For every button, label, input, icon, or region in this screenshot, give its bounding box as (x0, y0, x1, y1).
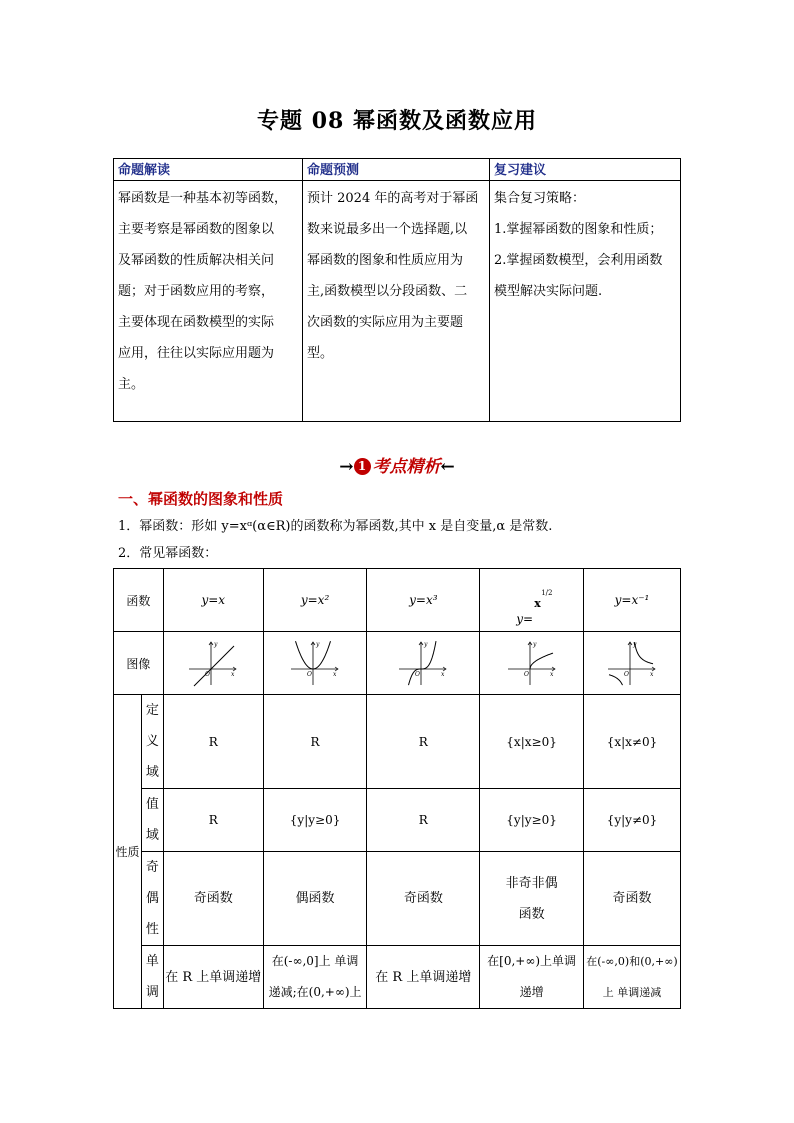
range-value: R (163, 789, 263, 852)
header-advice: 复习建议 (490, 159, 681, 181)
origin-label: O (415, 671, 421, 678)
y-axis-label: y (316, 641, 320, 648)
parity-value (583, 852, 680, 946)
text-line: 题；对于函数应用的考察， (118, 284, 275, 299)
parity-line: 奇函数 (612, 891, 652, 906)
y-axis-label: y (532, 641, 536, 648)
mono-value (163, 946, 263, 1009)
function-curve (194, 646, 234, 686)
domain-value: R (163, 695, 263, 789)
func-sqrt-exponent: 1/2 (541, 589, 553, 597)
row-label-range (141, 789, 163, 852)
x-axis-label: x (231, 671, 235, 678)
range-value: {y|y≥0} (263, 789, 367, 852)
y-axis-label: y (632, 641, 637, 648)
origin-label: O (205, 671, 211, 678)
text-line: 2.掌握函数模型，会利用函数 (494, 253, 663, 268)
graph-cell-3 (367, 632, 480, 695)
label-char: 值 (145, 797, 159, 812)
graph-linear (187, 639, 239, 687)
range-value: {y|y≥0} (480, 789, 584, 852)
mono-value (263, 946, 367, 1009)
advice-cell (490, 181, 681, 422)
domain-value: {x|x≥0} (480, 695, 584, 789)
mono-line: 在(-∞,0)和(0,+∞) (586, 955, 678, 968)
origin-label: O (523, 671, 529, 678)
right-arrow-icon: → (339, 457, 354, 477)
parity-line: 偶函数 (295, 891, 335, 906)
mono-line: 在 R 上单调递增 (375, 969, 472, 985)
mono-line: 在 R 上单调递增 (165, 969, 262, 985)
domain-value: {x|x≠0} (583, 695, 680, 789)
parity-line: 奇函数 (403, 891, 443, 906)
mono-line: 上 单调递减 (602, 986, 662, 999)
text-line: 主要考察是幂函数的图象以 (118, 222, 275, 237)
row-label-domain (141, 695, 163, 789)
mono-value (583, 946, 680, 1009)
graph-cube (397, 639, 449, 687)
intro-table (113, 158, 681, 422)
text-line: 数来说最多出一个选择题,以 (307, 222, 468, 237)
power-function-table (113, 568, 681, 1009)
x-axis-label: x (333, 671, 337, 678)
label-char: 定 (145, 703, 159, 718)
func-y-x-inverse: y=x⁻¹ (583, 569, 680, 632)
range-value: R (367, 789, 480, 852)
label-char: 性 (145, 922, 159, 937)
text-line: 幂函数的图象和性质应用为 (307, 253, 464, 268)
label-char: 偶 (145, 891, 159, 906)
text-line: 集合复习策略： (494, 191, 586, 206)
parity-line: 非奇非偶 (505, 875, 558, 891)
parity-value (480, 852, 584, 946)
function-curve (634, 642, 653, 664)
label-char: 域 (145, 828, 159, 843)
origin-label: O (623, 671, 629, 678)
section-banner (0, 452, 794, 477)
text-line: 次函数的实际应用为主要题 (307, 315, 464, 330)
function-curve (409, 641, 437, 685)
range-value: {y|y≠0} (583, 789, 680, 852)
text-line: 模型解决实际问题. (494, 284, 603, 299)
label-char: 单 (145, 954, 159, 969)
label-char: 调 (145, 985, 159, 1000)
func-sqrt-base: x (534, 597, 541, 610)
parity-line: 函数 (518, 906, 545, 922)
graph-cell-4 (480, 632, 584, 695)
page-title: 专题 08 幂函数及函数应用 (257, 108, 537, 134)
function-curve (530, 653, 553, 669)
func-y-x: y=x (163, 569, 263, 632)
function-curve (609, 675, 623, 685)
y-axis-label: y (214, 641, 218, 648)
banner-text: 考点精析 (372, 457, 441, 477)
header-interpretation: 命题解读 (114, 159, 303, 181)
row-label-graph: 图像 (114, 632, 164, 695)
mono-value (480, 946, 584, 1009)
common-functions-label: 2．常见幂函数： (118, 546, 218, 561)
label-char: 义 (145, 734, 159, 749)
text-line: 主要体现在函数模型的实际 (118, 315, 275, 330)
func-y-sqrt (480, 569, 584, 632)
definition-paragraph: 1．幂函数：形如 y=xᵅ(α∈R)的函数称为幂函数,其中 x 是自变量,α 是常数. (118, 519, 553, 534)
graph-cell-5 (583, 632, 680, 695)
domain-value: R (367, 695, 480, 789)
label-char: 奇 (145, 860, 159, 875)
row-label-parity (141, 852, 163, 946)
text-line: 1.掌握幂函数的图象和性质； (494, 222, 663, 237)
func-y-x3: y=x³ (367, 569, 480, 632)
row-label-function: 函数 (114, 569, 164, 632)
section-heading: 一、幂函数的图象和性质 (118, 490, 284, 508)
mono-line: 递减;在(0,+∞)上 (268, 985, 362, 999)
graph-sqrt (506, 639, 558, 687)
y-axis-label: y (424, 641, 428, 648)
prediction-cell (303, 181, 490, 422)
text-line: 预计 2024 年的高考对于幂函 (307, 191, 479, 206)
func-y-x2: y=x² (263, 569, 367, 632)
text-line: 及幂函数的性质解决相关问 (118, 253, 275, 268)
row-label-property: 性质 (114, 695, 142, 1009)
interpretation-cell (114, 181, 303, 422)
x-axis-label: x (441, 671, 445, 678)
label-char: 域 (145, 765, 159, 780)
mono-line: 在(-∞,0]上 单调 (271, 954, 359, 968)
mono-line: 递增 (519, 985, 544, 999)
mono-line: 在[0,+∞)上单调 (487, 954, 577, 968)
parity-value (163, 852, 263, 946)
graph-square (289, 639, 341, 687)
text-line: 型。 (307, 346, 334, 361)
text-line: 主,函数模型以分段函数、二 (307, 284, 468, 299)
parity-value (263, 852, 367, 946)
text-line: 应用，往往以实际应用题为 (118, 346, 275, 361)
number-badge: 1 (354, 458, 371, 475)
row-label-monotonic (141, 946, 163, 1009)
graph-inverse (606, 639, 658, 687)
x-axis-label: x (549, 671, 553, 678)
left-arrow-icon: ← (440, 457, 455, 477)
graph-cell-2 (263, 632, 367, 695)
parity-value (367, 852, 480, 946)
mono-value (367, 946, 480, 1009)
func-sqrt-prefix: y= (516, 612, 534, 626)
graph-cell-1 (163, 632, 263, 695)
domain-value: R (263, 695, 367, 789)
x-axis-label: x (649, 671, 654, 678)
text-line: 主。 (118, 377, 145, 392)
origin-label: O (307, 671, 312, 678)
text-line: 幂函数是一种基本初等函数， (118, 191, 288, 206)
parity-line: 奇函数 (193, 891, 233, 906)
header-prediction: 命题预测 (303, 159, 490, 181)
